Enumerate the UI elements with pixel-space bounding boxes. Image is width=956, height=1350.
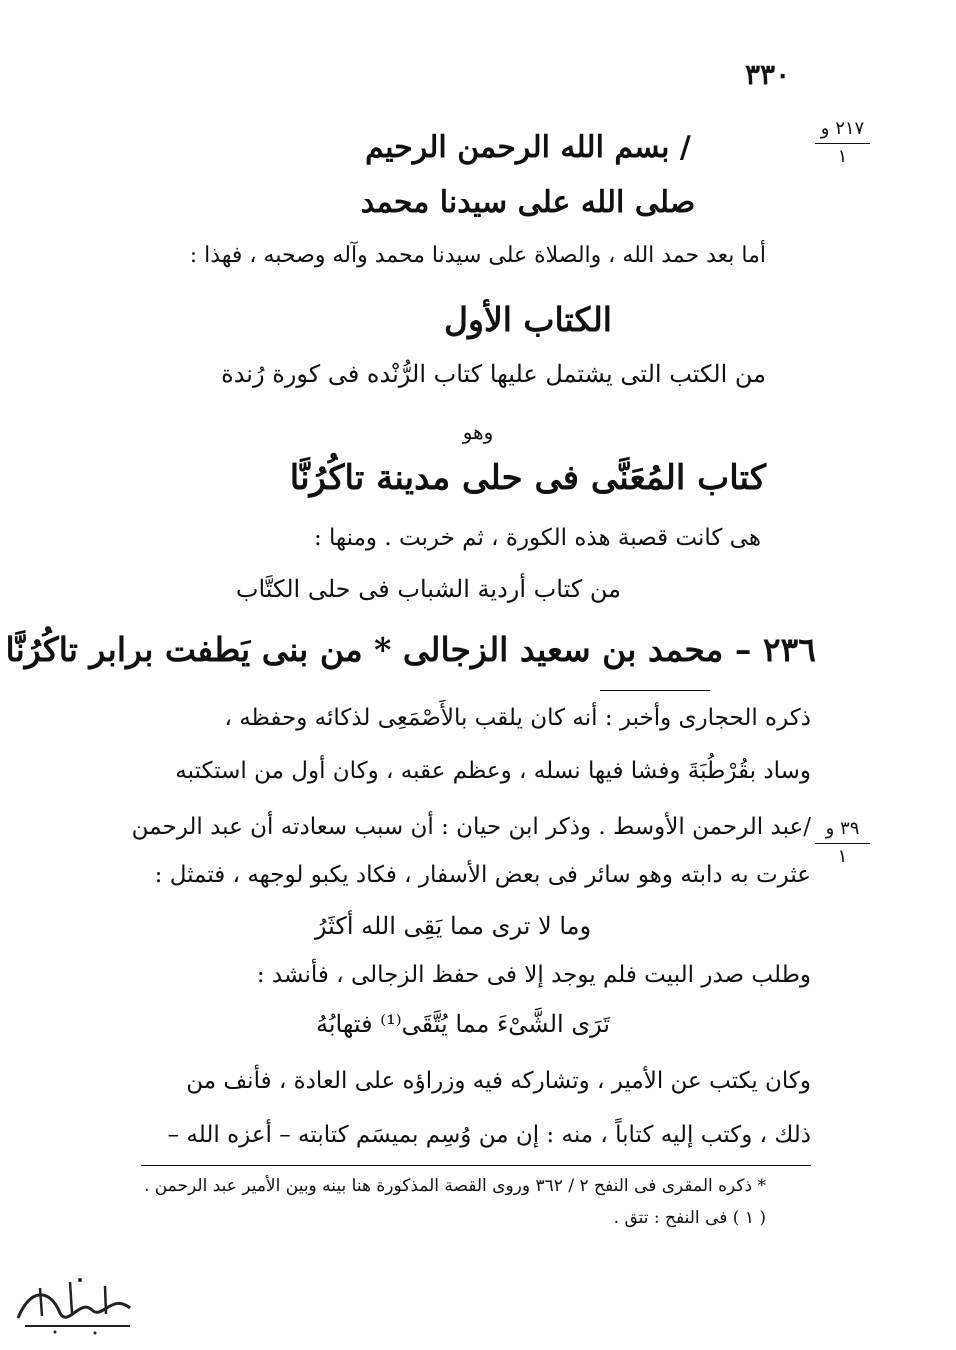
book-source-line: من الكتب التى يشتمل عليها كتاب الرُّنْده فى كورة رُندة xyxy=(221,360,766,388)
body-line: عثرت به دابته وهو سائر فى بعض الأسفار ، فكاد يكبو لوجهه ، فتمثل : xyxy=(154,862,811,888)
margin-folio-top: ٢١٧ و xyxy=(820,118,865,139)
margin-divider xyxy=(815,843,870,844)
salla-line: صلى الله على سيدنا محمد xyxy=(360,185,696,220)
basmala-line: / بسم الله الرحمن الرحيم xyxy=(365,130,691,165)
book-title: الكتاب الأول xyxy=(444,300,612,339)
capital-line: هى كانت قصبة هذه الكورة ، ثم خربت . ومنها : xyxy=(313,525,761,551)
library-stamp-logo xyxy=(10,1268,140,1340)
body-line: /عبد الرحمن الأوسط . وذكر ابن حيان : أن سبب سعادته أن عبد الرحمن xyxy=(131,814,811,840)
body-line: ذلك ، وكتب إليه كتاباً ، منه : إن من وُسِم بميسَم كتابته – أعزه الله – xyxy=(167,1122,811,1148)
verse-line: وما لا ترى مما يَقِى الله أكثَرُ xyxy=(314,912,592,940)
footnote-divider xyxy=(141,1165,811,1166)
entry-heading: ٢٣٦ – محمد بن سعيد الزجالى * من بنى يَطفت برابر تاكُرُنَّا xyxy=(5,630,816,669)
margin-folio-reference xyxy=(815,818,870,868)
margin-divider xyxy=(815,143,870,144)
heading-divider xyxy=(600,690,710,691)
body-line: وكان يكتب عن الأمير ، وتشاركه فيه وزراؤه على العادة ، فأنف من xyxy=(186,1068,811,1094)
kitab-title: كتاب المُعَنَّى فى حلى مدينة تاكُرُنَّا xyxy=(289,458,766,498)
body-line: ذكره الحجارى وأخبر : أنه كان يلقب بالأَصْمَعِى لذكائه وحفظه ، xyxy=(224,705,811,731)
body-line: وساد بقُرْطُبَةَ وفشا فيها نسله ، وعظم عقبه ، وكان أول من استكتبه xyxy=(175,758,811,784)
margin-folio-top: ٣٩ و xyxy=(825,818,860,839)
connector-line: وهو xyxy=(462,420,494,444)
intro-line: أما بعد حمد الله ، والصلاة على سيدنا محمد وآله وصحبه ، فهذا : xyxy=(189,243,766,268)
ardiya-line: من كتاب أردية الشباب فى حلى الكتَّاب xyxy=(235,575,621,603)
verse-line: تَرَى الشَّىْءَ مما يُتَّقَى⁽¹⁾ فتهابُهُ xyxy=(315,1010,611,1038)
margin-folio-bottom: ١ xyxy=(837,845,848,867)
page-number: ٣٣٠ xyxy=(745,58,791,91)
footnote: ( ١ ) فى النفح : تتق . xyxy=(613,1208,766,1228)
margin-folio-bottom: ١ xyxy=(837,145,848,167)
body-line: وطلب صدر البيت فلم يوجد إلا فى حفظ الزجالى ، فأنشد : xyxy=(256,962,811,988)
footnote: * ذكره المقرى فى النفح ٢ / ٣٦٢ وروى القصة المذكورة هنا بينه وبين الأمير عبد الرحمن . xyxy=(143,1176,766,1196)
margin-folio-reference xyxy=(815,118,870,168)
